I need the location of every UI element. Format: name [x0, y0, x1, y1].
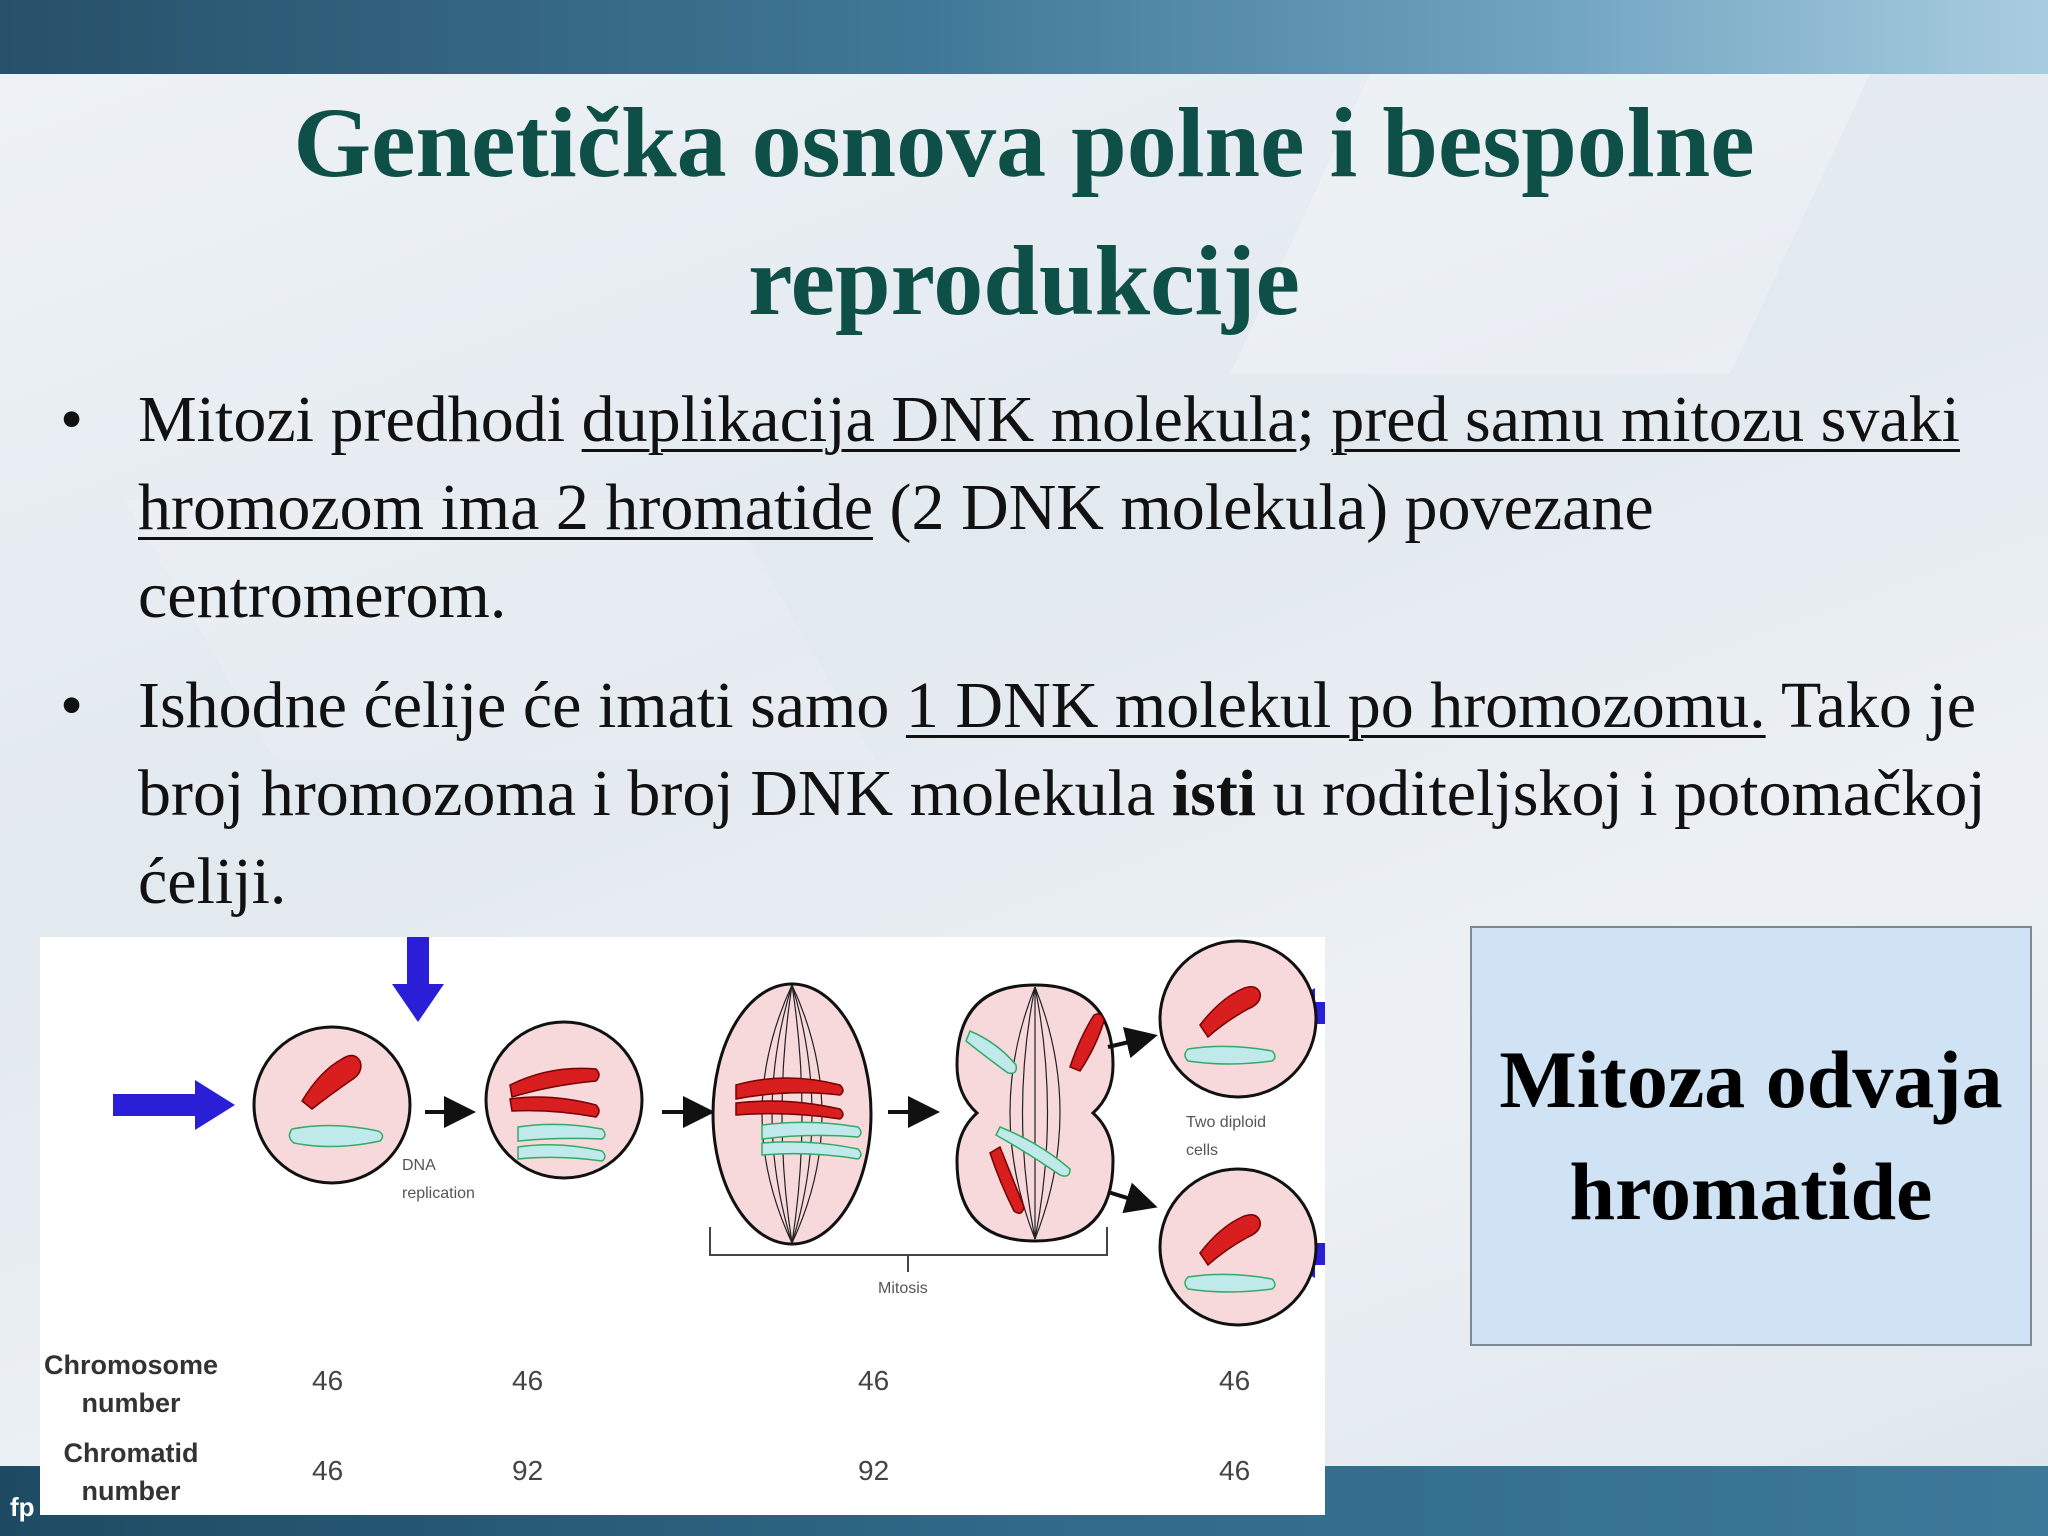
- bullet-text-underlined: pred samu mitozu svaki hromozom ima 2 hromatide: [138, 383, 1960, 544]
- table-cell: 46: [312, 1455, 344, 1486]
- bullet-item: [52, 376, 2012, 640]
- bullet-text-segment: Ishodne ćelije će imati samo: [138, 669, 906, 742]
- bullet-text-underlined: 1 DNK molekul po hromozomu.: [905, 669, 1766, 742]
- bullet-dot-icon: •: [60, 383, 84, 456]
- blue-arrow-icon: [113, 1080, 235, 1130]
- bullet-text-segment: u roditeljskoj i potomačkoj ćeliji.: [138, 757, 1986, 918]
- bullet-text-segment: ;: [1296, 383, 1332, 456]
- table-cell: 92: [858, 1455, 890, 1486]
- cell-icon: [1160, 1169, 1316, 1325]
- cell-icon: [254, 1027, 410, 1183]
- bullet-text-segment: Tako je broj hromozoma i broj DNK molekula: [138, 669, 1977, 830]
- chromatid-number-label: Chromatid number: [63, 1438, 199, 1506]
- chromosome-number-label: Chromosome number: [43, 1350, 219, 1418]
- table-cell: 46: [858, 1365, 890, 1396]
- mitosis-label: Mitosis: [878, 1280, 928, 1297]
- bullet-text-underlined: duplikacija DNK molekula: [581, 383, 1297, 456]
- two-diploid-cells-label: Two diploid cells: [1186, 1114, 1267, 1159]
- table-cell: 46: [512, 1365, 544, 1396]
- bullet-item: [52, 662, 2012, 926]
- cell-icon: [957, 985, 1113, 1241]
- bullet-text-bold: isti: [1171, 757, 1257, 830]
- footer-logo-text: fp: [10, 1492, 35, 1522]
- bullet-text-segment: Mitozi predhodi: [138, 383, 582, 456]
- table-cell: 46: [1219, 1365, 1251, 1396]
- table-cell: 46: [1219, 1455, 1251, 1486]
- bullet-list: [52, 376, 2012, 948]
- table-cell: 46: [312, 1365, 344, 1396]
- cell-icon: [486, 1022, 642, 1178]
- top-decor-band: [0, 0, 2048, 74]
- slide-title: Genetička osnova polne i bespolne reprodukcije: [293, 87, 1755, 336]
- black-arrow-icon: [1108, 1192, 1150, 1205]
- bullet-text-segment: (2 DNK molekula) povezane centromerom.: [138, 471, 1654, 632]
- blue-arrow-icon: [392, 937, 444, 1022]
- callout-text: Mitoza odvaja hromatide: [1499, 1034, 2003, 1237]
- bullet-dot-icon: •: [60, 669, 84, 742]
- callout-box: [1470, 926, 2032, 1346]
- black-arrow-icon: [1108, 1037, 1150, 1047]
- cell-icon: [713, 984, 871, 1244]
- mitosis-figure: [40, 937, 1325, 1515]
- table-cell: 92: [512, 1455, 544, 1486]
- dna-replication-label: DNA replication: [402, 1157, 475, 1202]
- cell-icon: [1160, 941, 1316, 1097]
- mitosis-diagram: [40, 937, 1325, 1515]
